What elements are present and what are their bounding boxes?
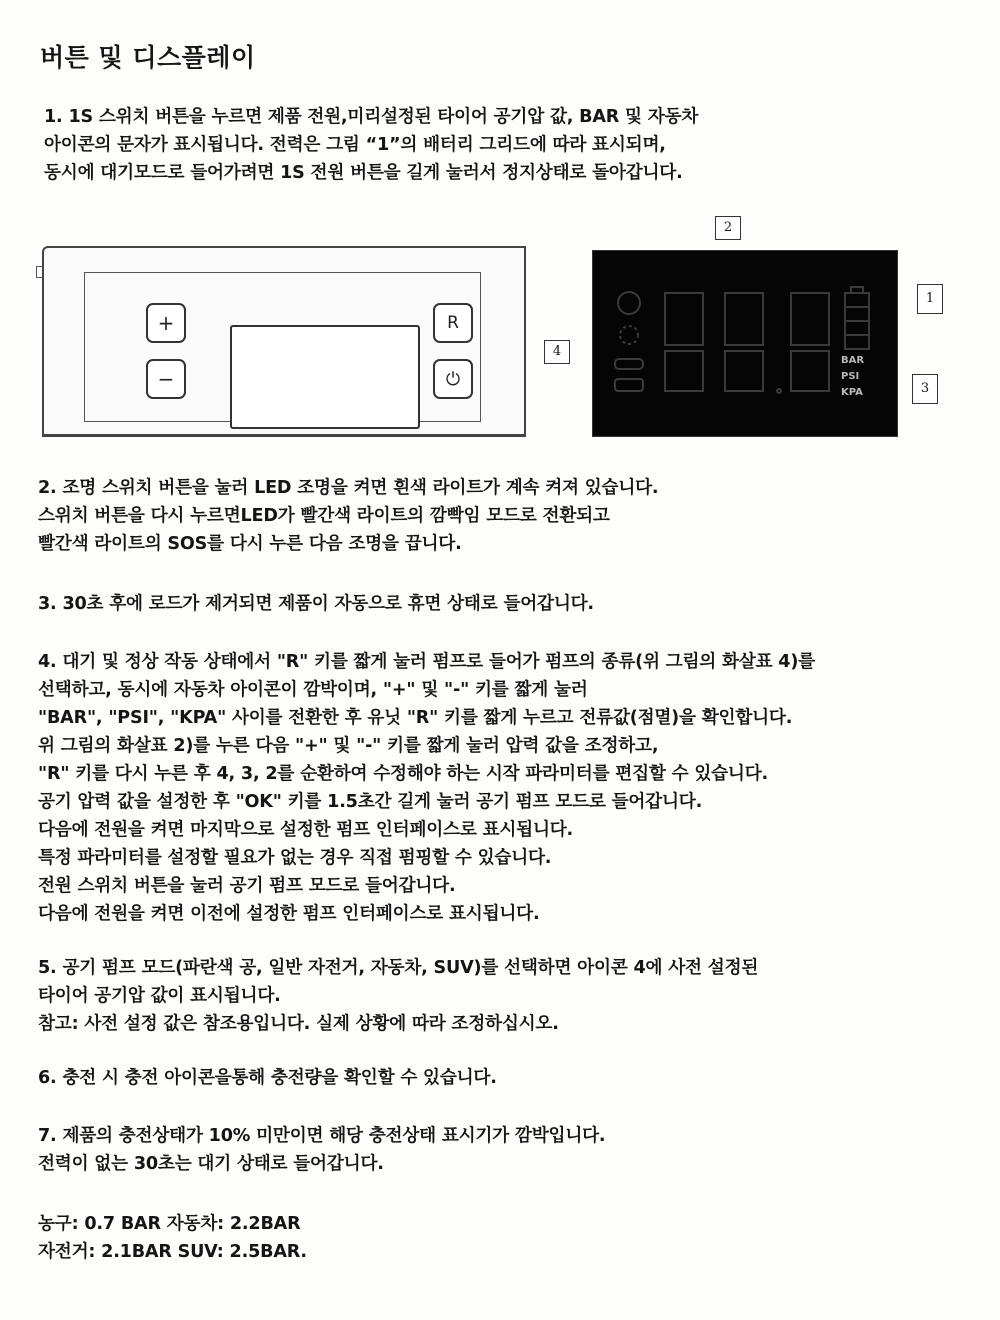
section-4-line: 다음에 전원을 켜면 이전에 설정한 펌프 인터페이스로 표시됩니다. bbox=[38, 904, 540, 924]
unit-bar: BAR bbox=[841, 355, 865, 366]
section-1-line: 1. 1S 스위치 버튼을 누르면 제품 전원,미리설정된 타이어 공기압 값, BAR 및 자동차 bbox=[44, 107, 699, 127]
section-4-line: 4. 대기 및 정상 작동 상태에서 "R" 키를 짧게 눌러 펌프로 들어가 펌프의 종류(위 그림의 화살표 4)를 bbox=[38, 652, 815, 672]
section-4-line: 특정 파라미터를 설정할 필요가 없는 경우 직접 펌핑할 수 있습니다. bbox=[38, 848, 552, 868]
decimal-point bbox=[777, 389, 781, 393]
callout-2: 2 bbox=[715, 216, 741, 240]
device-illustration bbox=[36, 246, 526, 436]
device-base-line bbox=[42, 432, 526, 437]
section-6-line: 6. 충전 시 충전 아이콘을통해 충전량을 확인할 수 있습니다. bbox=[38, 1068, 497, 1088]
lcd-display bbox=[592, 250, 898, 437]
section-2-line: 2. 조명 스위치 버튼을 눌러 LED 조명을 켜면 흰색 라이트가 계속 켜져 있습니다. bbox=[38, 478, 659, 498]
callout-1: 1 bbox=[917, 284, 943, 314]
digit-3-bottom bbox=[791, 351, 829, 391]
digit-1-top bbox=[665, 293, 703, 345]
digit-2-top bbox=[725, 293, 763, 345]
section-4-line: 위 그림의 화살표 2)를 누른 다음 "+" 및 "-" 키를 짧게 눌러 압력 값을 조정하고, bbox=[38, 736, 659, 756]
device-body bbox=[42, 246, 526, 436]
section-1 bbox=[44, 103, 698, 187]
preset-pressures bbox=[38, 1210, 307, 1266]
section-7-line: 7. 제품의 충전상태가 10% 미만이면 해당 충전상태 표시기가 깜박입니다. bbox=[38, 1126, 606, 1146]
section-4-line: 다음에 전원을 켜면 마지막으로 설정한 펌프 인터페이스로 표시됩니다. bbox=[38, 820, 574, 840]
section-4 bbox=[38, 648, 815, 928]
section-7 bbox=[38, 1122, 605, 1178]
section-4-line: "R" 키를 다시 누른 후 4, 3, 2를 순환하여 수정해야 하는 시작 파라미터를 편집할 수 있습니다. bbox=[38, 764, 768, 784]
power-button: ⏻ bbox=[433, 359, 473, 399]
section-3-line: 3. 30초 후에 로드가 제거되면 제품이 자동으로 휴면 상태로 들어갑니다. bbox=[38, 594, 594, 614]
section-4-line: 공기 압력 값을 설정한 후 "OK" 키를 1.5초간 길게 눌러 공기 펌프 모드로 들어갑니다. bbox=[38, 792, 703, 812]
section-2 bbox=[38, 474, 658, 558]
section-4-line: 선택하고, 동시에 자동차 아이콘이 깜박이며, "+" 및 "-" 키를 짧게 눌러 bbox=[38, 680, 588, 700]
preset-pressure-line: 농구: 0.7 BAR 자동차: 2.2BAR bbox=[38, 1214, 301, 1234]
device-front-panel bbox=[84, 272, 481, 422]
plus-button: + bbox=[146, 303, 186, 343]
section-1-line: 동시에 대기모드로 들어가려면 1S 전원 버튼을 길게 눌러서 정지상태로 돌아갑니다. bbox=[44, 163, 683, 183]
device-screen bbox=[230, 325, 420, 429]
section-6 bbox=[38, 1064, 497, 1092]
section-5-line: 타이어 공기압 값이 표시됩니다. bbox=[38, 986, 281, 1006]
page-title: 버튼 및 디스플레이 bbox=[40, 43, 256, 72]
suv-icon bbox=[615, 379, 643, 391]
section-4-line: "BAR", "PSI", "KPA" 사이를 전환한 후 유닛 "R" 키를 짧게 누르고 전류값(점멸)을 확인합니다. bbox=[38, 708, 793, 728]
car-icon bbox=[615, 359, 643, 369]
section-5-line: 5. 공기 펌프 모드(파란색 공, 일반 자전거, 자동차, SUV)를 선택하면 아이콘 4에 사전 설정된 bbox=[38, 958, 759, 978]
section-5 bbox=[38, 954, 758, 1038]
bicycle-icon bbox=[620, 326, 638, 344]
digit-3-top bbox=[791, 293, 829, 345]
unit-psi: PSI bbox=[841, 371, 860, 382]
section-2-line: 스위치 버튼을 다시 누르면LED가 빨간색 라이트의 깜빡임 모드로 전환되고 bbox=[38, 506, 610, 526]
preset-pressure-line: 자전거: 2.1BAR SUV: 2.5BAR. bbox=[38, 1242, 307, 1262]
section-5-line: 참고: 사전 설정 값은 참조용입니다. 실제 상황에 따라 조정하십시오. bbox=[38, 1014, 559, 1034]
digit-1-bottom bbox=[665, 351, 703, 391]
callout-4: 4 bbox=[544, 340, 570, 364]
minus-button: − bbox=[146, 359, 186, 399]
reset-button: R bbox=[433, 303, 473, 343]
section-3 bbox=[38, 590, 594, 618]
digit-2-bottom bbox=[725, 351, 763, 391]
section-1-line: 아이콘의 문자가 표시됩니다. 전력은 그림 “1”의 배터리 그리드에 따라 표시되며, bbox=[44, 135, 666, 155]
section-7-line: 전력이 없는 30초는 대기 상태로 들어갑니다. bbox=[38, 1154, 384, 1174]
unit-kpa: KPA bbox=[841, 387, 863, 398]
callout-3: 3 bbox=[912, 374, 938, 404]
section-2-line: 빨간색 라이트의 SOS를 다시 누른 다음 조명을 끕니다. bbox=[38, 534, 462, 554]
lcd-segments-graphic bbox=[593, 251, 897, 436]
ball-icon bbox=[618, 292, 640, 314]
section-4-line: 전원 스위치 버튼을 눌러 공기 펌프 모드로 들어갑니다. bbox=[38, 876, 456, 896]
